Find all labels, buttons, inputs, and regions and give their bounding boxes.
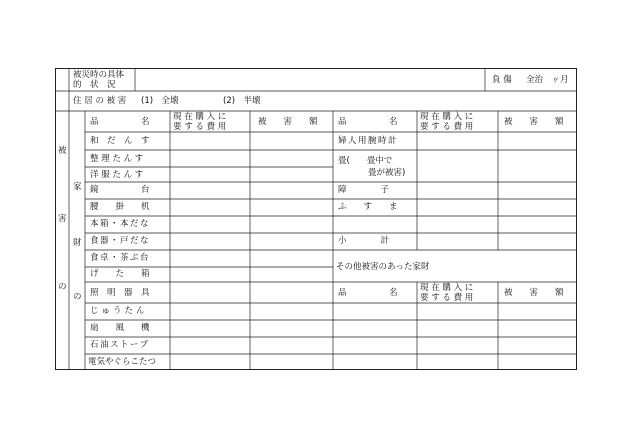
left-item-10: 照 明 器 具 xyxy=(90,288,150,298)
left-item-8: 食卓・茶ぶ台 xyxy=(90,253,151,263)
right-col-damage-header-2: 被 害 額 xyxy=(504,288,564,298)
situation-label-line1: 被災時の具体 xyxy=(73,70,125,80)
right-col-cost-header-1: 現 在 購 入 に xyxy=(420,112,474,122)
right-col-damage-header: 被 害 額 xyxy=(504,117,564,127)
left-item-12: 扇 風 機 xyxy=(90,323,150,333)
outer-side-char-2: 害 xyxy=(58,214,67,224)
left-col-cost-header-2: 要 す る 費 用 xyxy=(173,122,227,132)
right-item-shoji: 障 子 xyxy=(338,185,390,195)
left-item-11: じゅうたん xyxy=(90,306,148,316)
left-item-1: 和 だ ん す xyxy=(90,136,150,146)
right-item-tatami-line2: 畳が被害) xyxy=(368,168,406,178)
right-col-cost-header-2-line2: 要 す る 費 用 xyxy=(420,293,474,303)
right-item-subtotal: 小 計 xyxy=(338,236,390,246)
left-item-5: 腰 掛 机 xyxy=(90,202,150,212)
right-item-fusuma: ふ す ま xyxy=(338,202,398,212)
left-col-cost-header-1: 現 在 購 入 に xyxy=(173,112,227,122)
damage-form xyxy=(55,68,577,370)
injury-value: 全治 ヶ月 xyxy=(526,75,569,85)
injury-label: 負 傷 xyxy=(492,75,512,85)
right-col-item-header-2: 品 名 xyxy=(338,288,398,298)
left-col-item-header: 品 名 xyxy=(90,117,150,127)
left-item-3: 洋 服 た ん す xyxy=(90,170,144,180)
left-col-damage-header: 被 害 額 xyxy=(258,117,318,127)
right-col-cost-header-2: 要 す る 費 用 xyxy=(420,122,474,132)
residence-option-full: (1) 全壊 xyxy=(141,96,179,106)
left-item-7: 食器・戸だな xyxy=(90,236,151,246)
left-item-4: 鏡 台 xyxy=(90,185,150,195)
left-item-2: 整 理 た ん す xyxy=(90,154,144,164)
inner-side-char-2: 財 xyxy=(73,238,82,248)
inner-side-char-1: 家 xyxy=(73,182,82,192)
right-item-tatami-line1: 畳( 畳中で xyxy=(338,156,393,166)
residence-option-half: (2) 半壊 xyxy=(223,96,261,106)
outer-side-char-1: 被 xyxy=(58,146,67,156)
outer-side-char-3: の xyxy=(58,282,67,292)
situation-label-line2: 的 状 況 xyxy=(73,80,116,90)
residence-label: 住 居 の 被 害 xyxy=(73,96,127,106)
left-item-9: げ た 箱 xyxy=(90,269,150,279)
left-item-13: 石油ストーブ xyxy=(90,340,150,350)
inner-side-char-3: の xyxy=(73,292,82,302)
right-col-item-header: 品 名 xyxy=(338,117,398,127)
left-item-6: 本箱・本だな xyxy=(90,219,151,229)
left-item-14: 電気やぐらこたつ xyxy=(88,357,157,367)
right-other-title: その他被害のあった家財 xyxy=(336,262,430,272)
right-item-watch: 婦人用腕時計 xyxy=(338,136,399,146)
right-col-cost-header-2-line1: 現 在 購 入 に xyxy=(420,283,474,293)
